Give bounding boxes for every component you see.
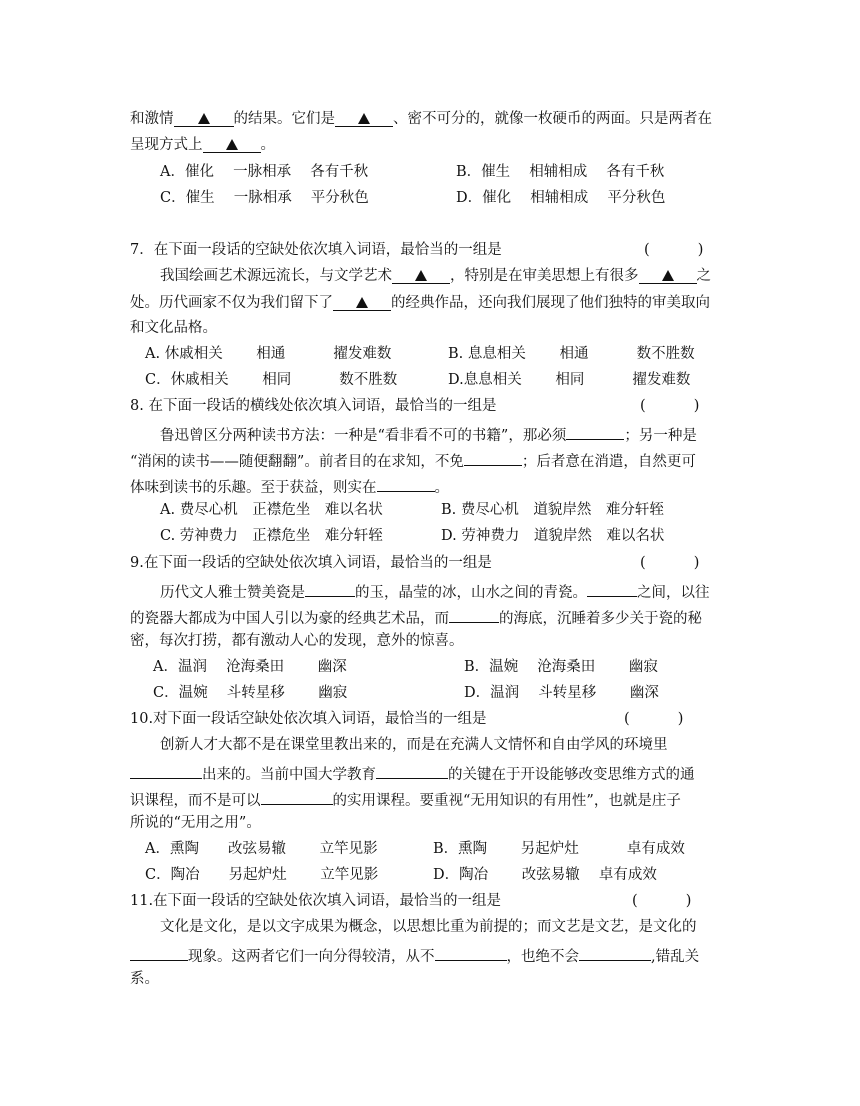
q7-answer-paren: ( ) [644,242,704,258]
q6-text: 呈现方式上 [130,137,203,153]
q11-line-1: 文化是文化，是以文字成果为概念，以思想比重为前提的；而文艺是文艺，是文化的 [160,919,697,935]
q9-option-d: D．温润 斗转星移 幽深 [464,685,659,701]
q7-option-a: A. 休戚相关 相通 擢发难数 [145,346,392,362]
answer-blank [639,266,697,284]
q9-stem: 9.在下面一段话的空缺处依次填入词语，最恰当的一组是 [130,555,492,571]
q8-line-3 [130,474,449,498]
q8-option-c: C. 劳神费力 正襟危坐 难分轩轾 [160,528,383,544]
q6-option-c: C．催生 一脉相承 平分秋色 [160,190,369,206]
q6-line-1 [130,109,712,129]
triangle-icon [415,270,427,281]
q10-text: 的关键在于开设能够改变思维方式的通 [448,767,695,783]
answer-blank [464,448,522,466]
q7-line-2 [130,293,710,313]
q9-text: 的玉，晶莹的冰，山水之间的青瓷。 [355,585,587,601]
q11-text: 现象。这两者它们一向分得较清，从不 [188,949,435,965]
q10-line-3 [130,787,681,811]
answer-blank [305,579,355,597]
q8-text: 鲁迅曾区分两种读书方法：一种是“看非看不可的书籍”，那必须 [160,428,567,444]
q8-option-a: A. 费尽心机 正襟危坐 难以名状 [160,502,383,518]
triangle-icon [226,139,238,150]
q8-text: ；另一种是 [624,428,697,444]
q9-text: 的海底，沉睡着多少关于瓷的秘 [499,611,702,627]
q10-line-2 [130,761,695,785]
answer-blank [174,109,234,127]
q7-text: 之 [696,268,711,284]
q8-line-1 [160,422,697,446]
q8-text: 。 [434,480,449,496]
answer-blank [566,422,624,440]
answer-blank [130,761,202,779]
q10-option-b: B．熏陶 另起炉灶 卓有成效 [433,841,685,857]
q9-line-1 [160,579,710,603]
q10-option-c: C．陶冶 另起炉灶 立竿见影 [145,867,379,883]
answer-blank [376,761,448,779]
q10-line-1: 创新人才大都不是在课堂里教出来的，而是在充满人文情怀和自由学风的环境里 [160,737,668,753]
q11-line-2 [130,943,699,967]
q6-text: 的结果。它们是 [233,111,335,127]
answer-blank [377,474,435,492]
q10-line-4: 所说的“无用之用”。 [130,815,261,831]
q7-option-b: B. 息息相关 相通 数不胜数 [448,346,695,362]
q8-stem: 8. 在下面一段话的横线处依次填入词语，最恰当的一组是 [130,398,497,414]
q11-line-3: 系。 [130,971,159,987]
q8-line-2 [130,448,696,472]
q10-text: 识课程，而不是可以 [130,793,261,809]
q9-text: 之间，以往 [637,585,710,601]
q6-option-a: A．催化 一脉相承 各有千秋 [160,164,369,180]
q7-option-c: C．休戚相关 相同 数不胜数 [145,372,398,388]
q7-stem: 7．在下面一段话的空缺处依次填入词语，最恰当的一组是 [130,242,502,258]
q11-text: ,错乱关 [651,949,700,965]
answer-blank [435,943,507,961]
q9-text: 的瓷器大都成为中国人引以为豪的经典艺术品，而 [130,611,449,627]
q6-line-2 [130,135,275,155]
answer-blank [203,135,261,153]
q6-text: 和激情 [130,111,174,127]
q11-stem: 11.在下面一段话的空缺处依次填入词语，最恰当的一组是 [130,893,502,909]
q8-option-d: D. 劳神费力 道貌岸然 难以名状 [441,528,665,544]
q8-option-b: B. 费尽心机 道貌岸然 难分轩轾 [441,502,664,518]
q8-text: 体味到读书的乐趣。至于获益，则实在 [130,480,377,496]
triangle-icon [358,113,370,124]
q11-text: ，也绝不会 [506,949,579,965]
q8-text: “消闲的读书——随便翻翻”。前者目的在求知，不免 [130,454,464,470]
q7-option-d: D.息息相关 相同 擢发难数 [448,372,691,388]
answer-blank [449,605,499,623]
answer-blank [333,293,391,311]
q9-option-b: B．温婉 沧海桑田 幽寂 [464,659,658,675]
q8-text: ；后者意在消遣，自然更可 [521,454,696,470]
triangle-icon [198,113,210,124]
answer-blank [587,579,637,597]
answer-blank [579,943,651,961]
q9-option-c: C．温婉 斗转星移 幽寂 [153,685,348,701]
q7-line-1 [160,266,711,286]
q10-stem: 10.对下面一段话空缺处依次填入词语，最恰当的一组是 [130,711,487,727]
q7-text: 我国绘画艺术源远流长，与文学艺术 [160,268,392,284]
triangle-icon [356,297,368,308]
q10-text: 的实用课程。要重视“无用知识的有用性”，也就是庄子 [332,793,681,809]
q9-answer-paren: ( ) [640,555,700,571]
q9-line-3: 密，每次打捞，都有激动人心的发现，意外的惊喜。 [130,633,464,649]
q6-text: 。 [260,137,275,153]
q6-option-b: B．催生 相辅相成 各有千秋 [456,164,665,180]
q9-text: 历代文人雅士赞美瓷是 [160,585,305,601]
q10-option-a: A．熏陶 改弦易辙 立竿见影 [145,841,378,857]
q7-line-3: 和文化品格。 [130,320,217,336]
q7-text: ，特别是在审美思想上有很多 [450,268,639,284]
q9-option-a: A．温润 沧海桑田 幽深 [153,659,347,675]
q10-answer-paren: ( ) [624,711,684,727]
q7-text: 的经典作品，还向我们展现了他们独特的审美取向 [391,295,710,311]
q10-option-d: D．陶冶 改弦易辙 卓有成效 [433,867,657,883]
q11-answer-paren: ( ) [632,893,692,909]
answer-blank [261,787,333,805]
answer-blank [392,266,450,284]
answer-blank [130,943,188,961]
triangle-icon [662,270,674,281]
q6-text: 、密不可分的，就像一枚硬币的两面。只是两者在 [393,111,712,127]
q6-option-d: D．催化 相辅相成 平分秋色 [456,190,666,206]
q7-text: 处。历代画家不仅为我们留下了 [130,295,333,311]
answer-blank [335,109,393,127]
q10-text: 出来的。当前中国大学教育 [202,767,376,783]
q8-answer-paren: ( ) [640,398,700,414]
q9-line-2 [130,605,702,629]
